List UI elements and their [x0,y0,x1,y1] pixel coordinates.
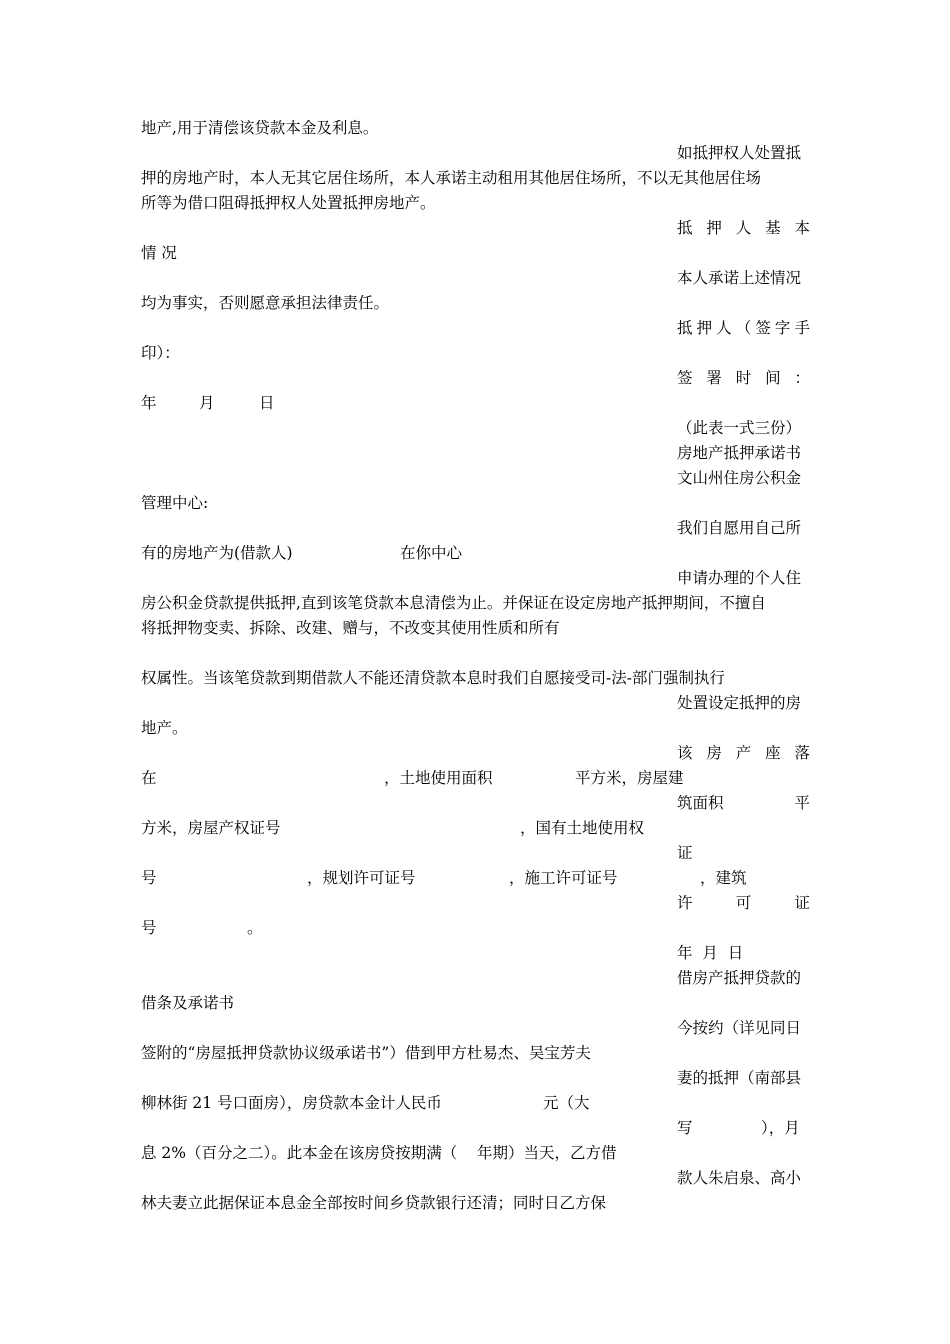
text-line: ，土地使用面积 [384,769,493,787]
text-line: 借房产抵押贷款的 [677,969,802,987]
text-line-justified [677,893,810,913]
text-line: 情 况 [141,244,177,262]
text-line: 将抵押物变卖、拆除、改建、赠与，不改变其使用性质和所有 [141,619,560,637]
text-line: 地产。 [141,719,188,737]
text-char: 可 [735,894,752,912]
text-line: 本人承诺上述情况 [677,269,802,287]
text-char: 人 [716,319,732,337]
text-line-justified [677,318,810,338]
text-char: 本 [794,219,810,237]
text-line: 息 2%（百分之二）。此本金在该房贷按期满（ 年期）当天，乙方借 [141,1144,617,1162]
section-title: 借条及承诺书 [141,994,235,1012]
text-char: 人 [735,219,752,237]
text-line: 所等为借口阻碍抵押权人处置抵押房地产。 [141,194,436,212]
text-char: ： [794,369,810,387]
text-line: 房公积金贷款提供抵押,直到该笔贷款本息清偿为止。并保证在设定房地产抵押期间，不擅自 [141,594,766,612]
text-char: 字 [774,319,791,337]
date-day-label: 日 [259,394,275,412]
text-line: 印）： [141,344,180,362]
text-line: 管理中心: [141,494,209,512]
text-line: 柳林街 21 号口面房），房贷款本金计人民币 [141,1094,442,1112]
date-line: 年 月 日 [677,944,744,962]
date-year-label: 年 [141,394,157,412]
text-line: 均为事实，否则愿意承担法律责任。 [141,294,390,312]
text-line: 有的房地产为(借款人) [141,544,293,562]
text-word: 筑面积 [677,794,724,812]
text-line: 款人朱启泉、高小 [677,1169,802,1187]
text-line: 文山州住房公积金 [677,469,802,487]
text-line: 如抵押权人处置抵 [677,144,802,162]
text-line: 写 [677,1119,693,1137]
text-char: 该 [677,744,693,762]
text-char: 抵 [677,319,693,337]
text-line-justified [677,793,810,813]
text-line: ），月 [761,1119,800,1137]
text-char: 产 [735,744,752,762]
text-char: 签 [677,369,693,387]
text-char: 时 [735,369,752,387]
text-line: 。 [247,919,263,937]
text-line: 地产,用于清偿该贷款本金及利息。 [141,119,379,137]
text-line: 在你中心 [400,544,463,562]
date-month-label: 月 [199,394,215,412]
text-char: 签 [755,319,771,337]
text-char: 座 [765,744,781,762]
text-char: 证 [794,894,810,912]
text-char: 房 [706,744,722,762]
text-char: 署 [706,369,722,387]
text-line: 证 [677,844,693,862]
text-line: 我们自愿用自己所 [677,519,802,537]
text-line: 元（大 [543,1094,590,1112]
text-line-justified [677,368,810,388]
text-char: （ [735,319,752,337]
text-line-justified [677,218,810,238]
text-char: 间 [765,369,781,387]
text-line: 在 [141,769,157,787]
text-line-justified [677,743,810,763]
text-char: 抵 [677,219,693,237]
text-char: 许 [677,894,693,912]
text-char: 押 [696,319,713,337]
text-line: 处置设定抵押的房 [677,694,802,712]
text-char: 落 [794,744,810,762]
text-line: ，国有土地使用权 [520,819,645,837]
text-line: 申请办理的个人住 [677,569,802,587]
text-word: 平 [794,794,810,812]
text-line: 今按约（详见同日 [677,1019,802,1037]
text-line: ，建筑 [700,869,747,887]
text-line: （此表一式三份） [677,419,802,437]
text-char: 押 [706,219,722,237]
text-line: 号 [141,919,157,937]
text-line: 号 [141,869,157,887]
text-line: 方米，房屋产权证号 [141,819,281,837]
text-line: 平方米，房屋建 [575,769,684,787]
text-line: 押的房地产时，本人无其它居住场所，本人承诺主动租用其他居住场所，不以无其他居住场 [141,169,762,187]
text-line: 权属性。当该笔贷款到期借款人不能还清贷款本息时我们自愿接受司-法-部门强制执行 [141,669,725,687]
text-line: ，施工许可证号 [509,869,618,887]
text-line: 妻的抵押（南部县 [677,1069,802,1087]
text-line: ，规划许可证号 [307,869,416,887]
text-line: 林夫妻立此据保证本息金全部按时间乡贷款银行还清；同时日乙方保 [141,1194,607,1212]
text-char: 手 [794,319,810,337]
document-title: 房地产抵押承诺书 [677,444,802,462]
text-char: 基 [765,219,781,237]
text-line: 签附的“房屋抵押贷款协议级承诺书”）借到甲方杜易杰、吴宝芳夫 [141,1044,591,1062]
